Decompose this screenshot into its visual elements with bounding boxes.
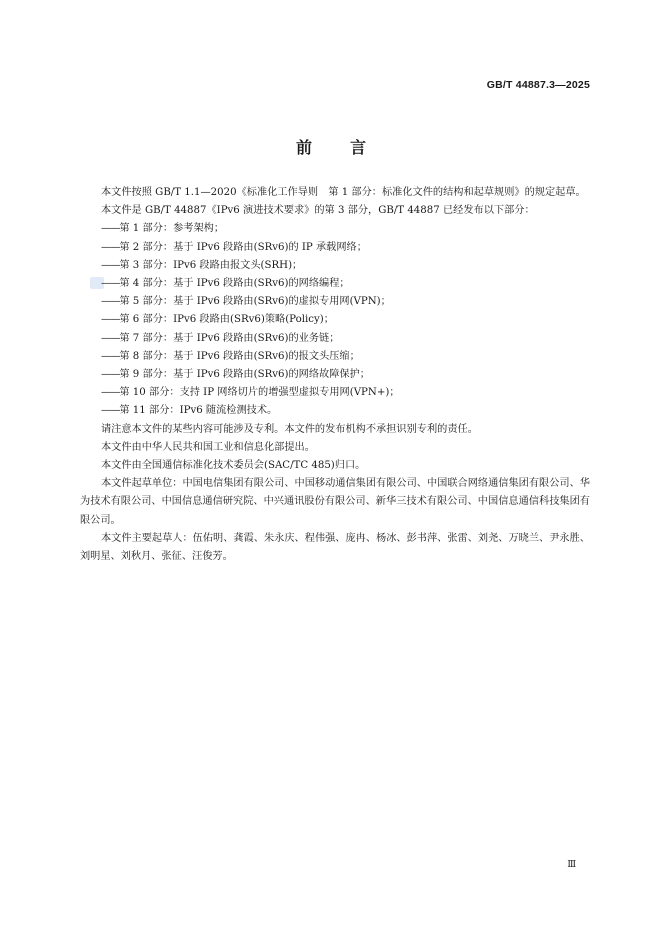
list-item [80, 239, 590, 257]
list-item-text: 第 2 部分：基于 IPv6 段路由(SRv6)的 IP 承载网络； [119, 241, 367, 253]
list-item [80, 348, 590, 366]
list-dash: —— [101, 241, 120, 253]
list-item [80, 293, 590, 311]
list-item-text: 第 4 部分：基于 IPv6 段路由(SRv6)的网络编程； [119, 278, 350, 290]
page-number: Ⅲ [567, 860, 576, 870]
list-item-text: 第 8 部分：基于 IPv6 段路由(SRv6)的报文头压缩； [119, 350, 360, 362]
list-dash: —— [101, 369, 120, 381]
list-item-text: 第 11 部分：IPv6 随流检测技术。 [119, 405, 278, 417]
list-item [80, 402, 590, 420]
drafting-units: 本文件起草单位：中国电信集团有限公司、中国移动通信集团有限公司、中国联合网络通信集团有限公司、华为技术有限公司、中国信息通信研究院、中兴通讯股份有限公司、新华三技术有限公司、中国信息通信科技集团有限公司。 [80, 478, 590, 526]
list-dash: —— [101, 296, 120, 308]
drafters: 本文件主要起草人：伍佑明、龚霞、朱永庆、程伟强、庞冉、杨冰、彭书萍、张雷、刘尧、万晓兰、尹永胜、刘明星、刘秋月、张征、汪俊芳。 [80, 532, 590, 563]
list-dash: —— [101, 387, 120, 399]
standard-number: GB/T 44887.3—2025 [486, 79, 590, 91]
list-item-text: 第 5 部分：基于 IPv6 段路由(SRv6)的虚拟专用网(VPN)； [119, 296, 391, 308]
list-dash: —— [101, 278, 120, 290]
list-item [80, 311, 590, 329]
list-item-text: 第 1 部分：参考架构； [119, 223, 225, 235]
proposed-by: 本文件由中华人民共和国工业和信息化部提出。 [101, 441, 315, 453]
intro-paragraph-drafting-rules: 本文件按照 GB/T 1.1—2020《标准化工作导则 第 1 部分：标准化文件的结构和起草规则》的规定起草。 [101, 187, 586, 198]
list-item [80, 330, 590, 348]
list-item-text: 第 3 部分：IPv6 段路由报文头(SRH)； [119, 259, 303, 271]
parts-list [80, 220, 590, 420]
list-dash: —— [101, 405, 120, 417]
list-item-text: 第 9 部分：基于 IPv6 段路由(SRv6)的网络故障保护； [119, 369, 370, 381]
list-dash: —— [101, 332, 120, 344]
list-item-text: 第 10 部分：支持 IP 网络切片的增强型虚拟专用网(VPN+)； [119, 387, 400, 399]
document-body [80, 184, 590, 566]
page-title: 前言 [295, 138, 404, 157]
list-dash: —— [101, 350, 120, 362]
list-dash: —— [101, 314, 120, 326]
managed-by: 本文件由全国通信标准化技术委员会(SAC/TC 485)归口。 [101, 460, 366, 472]
list-dash: —— [101, 223, 120, 235]
list-dash: —— [101, 259, 120, 271]
list-item-text: 第 7 部分：基于 IPv6 段路由(SRv6)的业务链； [119, 332, 340, 344]
patent-notice: 请注意本文件的某些内容可能涉及专利。本文件的发布机构不承担识别专利的责任。 [101, 423, 478, 435]
list-item [80, 366, 590, 384]
list-item [80, 257, 590, 275]
list-item [80, 384, 590, 402]
intro-paragraph-series: 本文件是 GB/T 44887《IPv6 演进技术要求》的第 3 部分，GB/T 44887 已经发布以下部分： [101, 205, 535, 217]
list-item [80, 275, 590, 293]
list-item [80, 220, 590, 238]
list-item-text: 第 6 部分：IPv6 段路由(SRv6)策略(Policy)； [119, 314, 334, 326]
